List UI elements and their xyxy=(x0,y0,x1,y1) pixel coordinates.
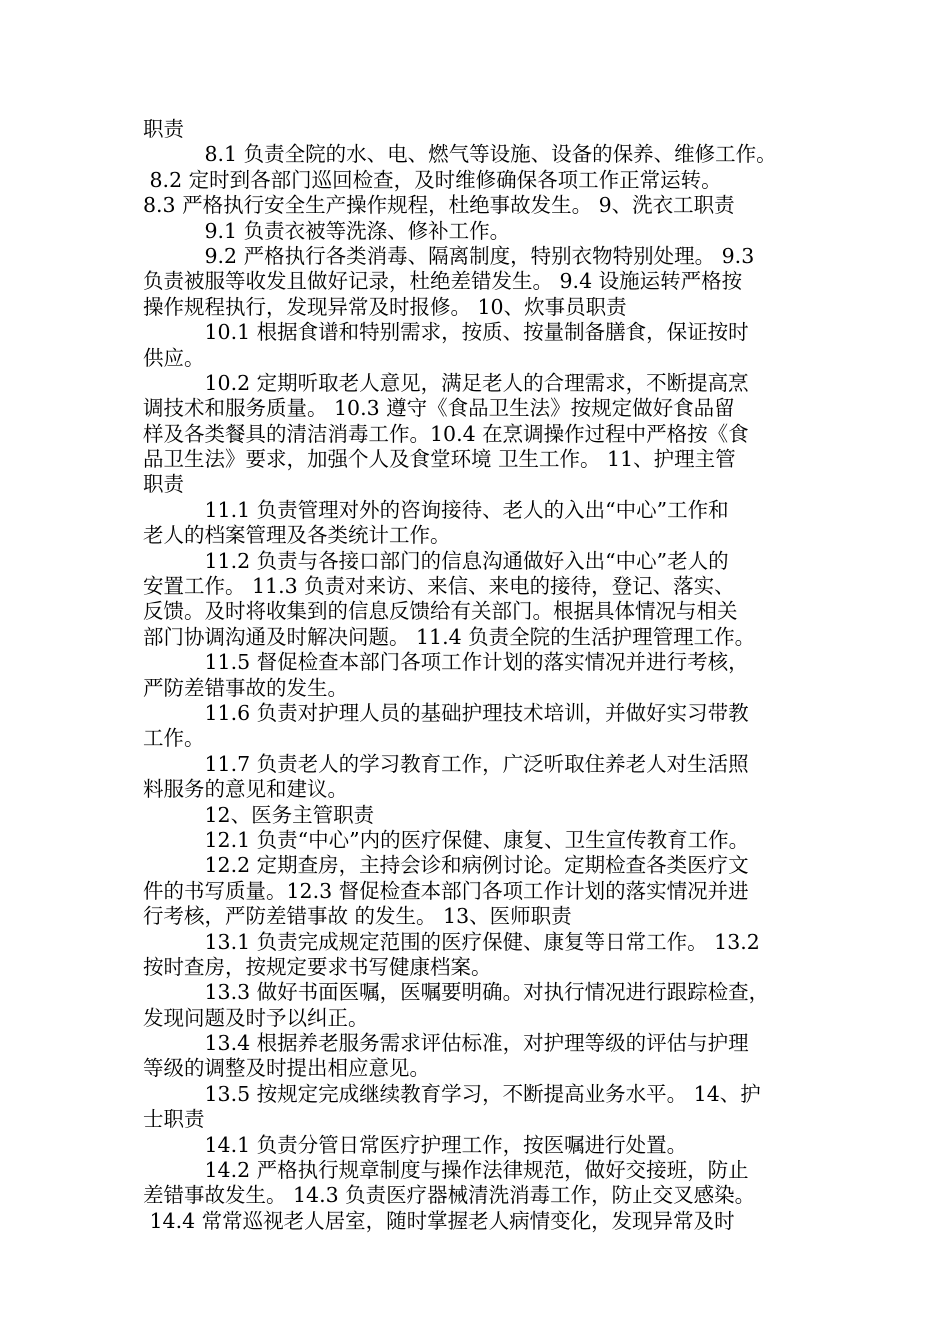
document-line: 9.2 严格执行各类消毒、隔离制度，特别衣物特别处理。 9.3 xyxy=(143,243,755,268)
document-line: 14.2 严格执行规章制度与操作法律规范，做好交接班，防止 xyxy=(143,1158,749,1183)
document-line: 13.1 负责完成规定范围的医疗保健、康复等日常工作。 13.2 xyxy=(143,929,760,954)
document-line: 13.4 根据养老服务需求评估标准，对护理等级的评估与护理 xyxy=(143,1031,749,1056)
document-line: 10.2 定期听取老人意见，满足老人的合理需求，不断提高烹 xyxy=(143,370,749,395)
document-line: 12.1 负责“中心”内的医疗保健、康复、卫生宣传教育工作。 xyxy=(143,827,750,852)
document-line: 老人的档案管理及各类统计工作。 xyxy=(143,523,451,548)
document-line: 14.4 常常巡视老人居室，随时掌握老人病情变化，发现异常及时 xyxy=(143,1208,735,1233)
document-line: 样及各类餐具的清洁消毒工作。10.4 在烹调操作过程中严格按《食 xyxy=(143,421,749,446)
document-body xyxy=(143,117,823,1234)
document-line: 供应。 xyxy=(143,345,205,370)
document-line: 12.2 定期查房，主持会诊和病例讨论。定期检查各类医疗文 xyxy=(143,853,749,878)
document-line: 调技术和服务质量。 10.3 遵守《食品卫生法》按规定做好食品留 xyxy=(143,396,735,421)
document-line: 13.5 按规定完成继续教育学习，不断提高业务水平。 14、护 xyxy=(143,1081,761,1106)
document-line: 操作规程执行，发现异常及时报修。 10、炊事员职责 xyxy=(143,294,627,319)
document-line: 11.1 负责管理对外的咨询接待、老人的入出“中心”工作和 xyxy=(143,497,729,522)
document-line: 士职责 xyxy=(143,1107,205,1132)
document-line: 11.6 负责对护理人员的基础护理技术培训，并做好实习带教 xyxy=(143,700,749,725)
document-line: 10.1 根据食谱和特别需求，按质、按量制备膳食，保证按时 xyxy=(143,320,749,345)
document-line: 工作。 xyxy=(143,726,205,751)
document-line: 发现问题及时予以纠正。 xyxy=(143,1005,369,1030)
document-line: 13.3 做好书面医嘱，医嘱要明确。对执行情况进行跟踪检查， xyxy=(143,980,770,1005)
document-line: 11.5 督促检查本部门各项工作计划的落实情况并进行考核， xyxy=(143,650,749,675)
document-line: 反馈。及时将收集到的信息反馈给有关部门。根据具体情况与相关 xyxy=(143,599,738,624)
document-line: 职责 xyxy=(143,117,184,141)
document-line: 14.1 负责分管日常医疗护理工作，按医嘱进行处置。 xyxy=(143,1132,688,1157)
document-line: 12、医务主管职责 xyxy=(143,802,375,827)
document-line: 差错事故发生。 14.3 负责医疗器械清洗消毒工作，防止交叉感染。 xyxy=(143,1183,756,1208)
document-line: 安置工作。 11.3 负责对来访、来信、来电的接待，登记、落实、 xyxy=(143,574,735,599)
document-line: 8.1 负责全院的水、电、燃气等设施、设备的保养、维修工作。 xyxy=(143,142,777,167)
document-line: 9.1 负责衣被等洗涤、修补工作。 xyxy=(143,218,511,243)
document-line: 部门协调沟通及时解决问题。 11.4 负责全院的生活护理管理工作。 xyxy=(143,624,756,649)
document-line: 11.2 负责与各接口部门的信息沟通做好入出“中心”老人的 xyxy=(143,548,729,573)
document-line: 按时查房，按规定要求书写健康档案。 xyxy=(143,954,492,979)
document-line: 料服务的意见和建议。 xyxy=(143,777,348,802)
document-line: 8.2 定时到各部门巡回检查，及时维修确保各项工作正常运转。 xyxy=(143,167,722,192)
document-line: 行考核，严防差错事故 的发生。 13、医师职责 xyxy=(143,904,572,929)
document-line: 8.3 严格执行安全生产操作规程，杜绝事故发生。 9、洗衣工职责 xyxy=(143,193,735,218)
document-line: 严防差错事故的发生。 xyxy=(143,675,348,700)
document-line: 11.7 负责老人的学习教育工作，广泛听取住养老人对生活照 xyxy=(143,751,749,776)
document-line: 等级的调整及时提出相应意见。 xyxy=(143,1056,430,1081)
document-line: 品卫生法》要求，加强个人及食堂环境 卫生工作。 11、护理主管 xyxy=(143,447,736,472)
document-line: 件的书写质量。12.3 督促检查本部门各项工作计划的落实情况并进 xyxy=(143,878,749,903)
document-line: 职责 xyxy=(143,472,184,497)
document-line: 负责被服等收发且做好记录，杜绝差错发生。 9.4 设施运转严格按 xyxy=(143,269,743,294)
